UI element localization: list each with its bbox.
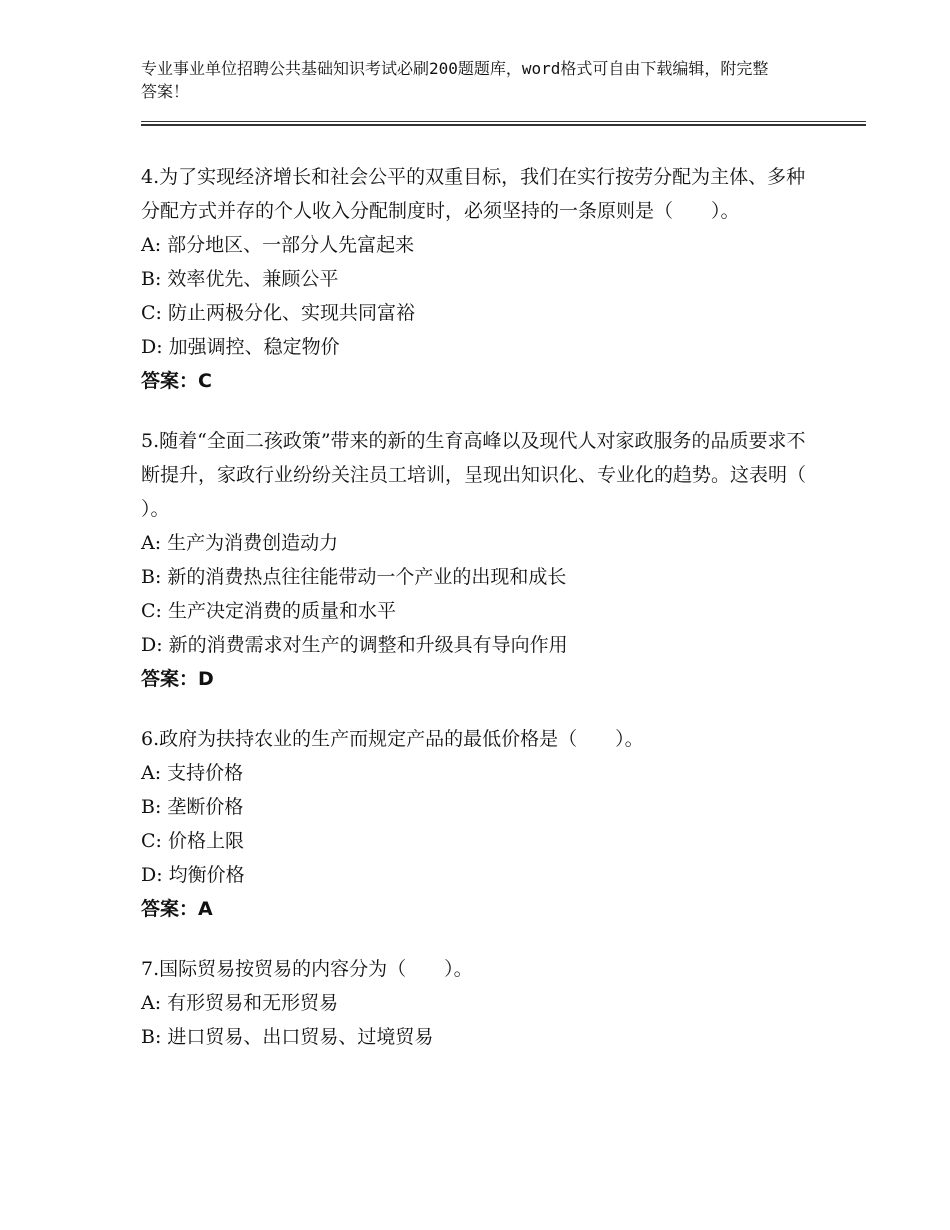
question-6 — [141, 722, 811, 926]
option-a: A: 有形贸易和无形贸易 — [141, 992, 339, 1014]
option-c: C: 价格上限 — [141, 830, 244, 852]
question-7 — [141, 952, 811, 1054]
option-b: B: 效率优先、兼顾公平 — [141, 268, 339, 290]
question-stem: 6.政府为扶持农业的生产而规定产品的最低价格是（ ）。 — [141, 728, 644, 750]
option-c: C: 生产决定消费的质量和水平 — [141, 600, 396, 622]
question-5 — [141, 424, 845, 696]
option-d: D: 均衡价格 — [141, 864, 245, 886]
option-b: B: 新的消费热点往往能带动一个产业的出现和成长 — [141, 566, 567, 588]
header-divider-thin — [141, 121, 866, 122]
question-stem: 5.随着“全面二孩政策”带来的新的生育高峰以及现代人对家政服务的品质要求不断提升，家政行业纷纷关注员工培训，呈现出知识化、专业化的趋势。这表明（ ）。 — [141, 430, 845, 520]
question-list — [141, 160, 845, 1080]
option-a: A: 生产为消费创造动力 — [141, 532, 339, 554]
option-b: B: 进口贸易、出口贸易、过境贸易 — [141, 1026, 434, 1048]
option-b: B: 垄断价格 — [141, 796, 244, 818]
header-divider-thick — [141, 124, 866, 126]
question-stem: 7.国际贸易按贸易的内容分为（ ）。 — [141, 958, 473, 980]
answer-line: 答案：A — [141, 898, 213, 920]
answer-line: 答案：C — [141, 370, 212, 392]
page-header: 专业事业单位招聘公共基础知识考试必刷200题题库，word格式可自由下载编辑，附完整答案！ — [141, 59, 769, 101]
option-a: A: 部分地区、一部分人先富起来 — [141, 234, 415, 256]
option-d: D: 加强调控、稳定物价 — [141, 336, 340, 358]
question-4 — [141, 160, 811, 398]
option-d: D: 新的消费需求对生产的调整和升级具有导向作用 — [141, 634, 568, 656]
option-a: A: 支持价格 — [141, 762, 244, 784]
answer-line: 答案：D — [141, 668, 214, 690]
question-stem: 4.为了实现经济增长和社会公平的双重目标，我们在实行按劳分配为主体、多种分配方式并存的个人收入分配制度时，必须坚持的一条原则是（ ）。 — [141, 166, 806, 222]
option-c: C: 防止两极分化、实现共同富裕 — [141, 302, 415, 324]
